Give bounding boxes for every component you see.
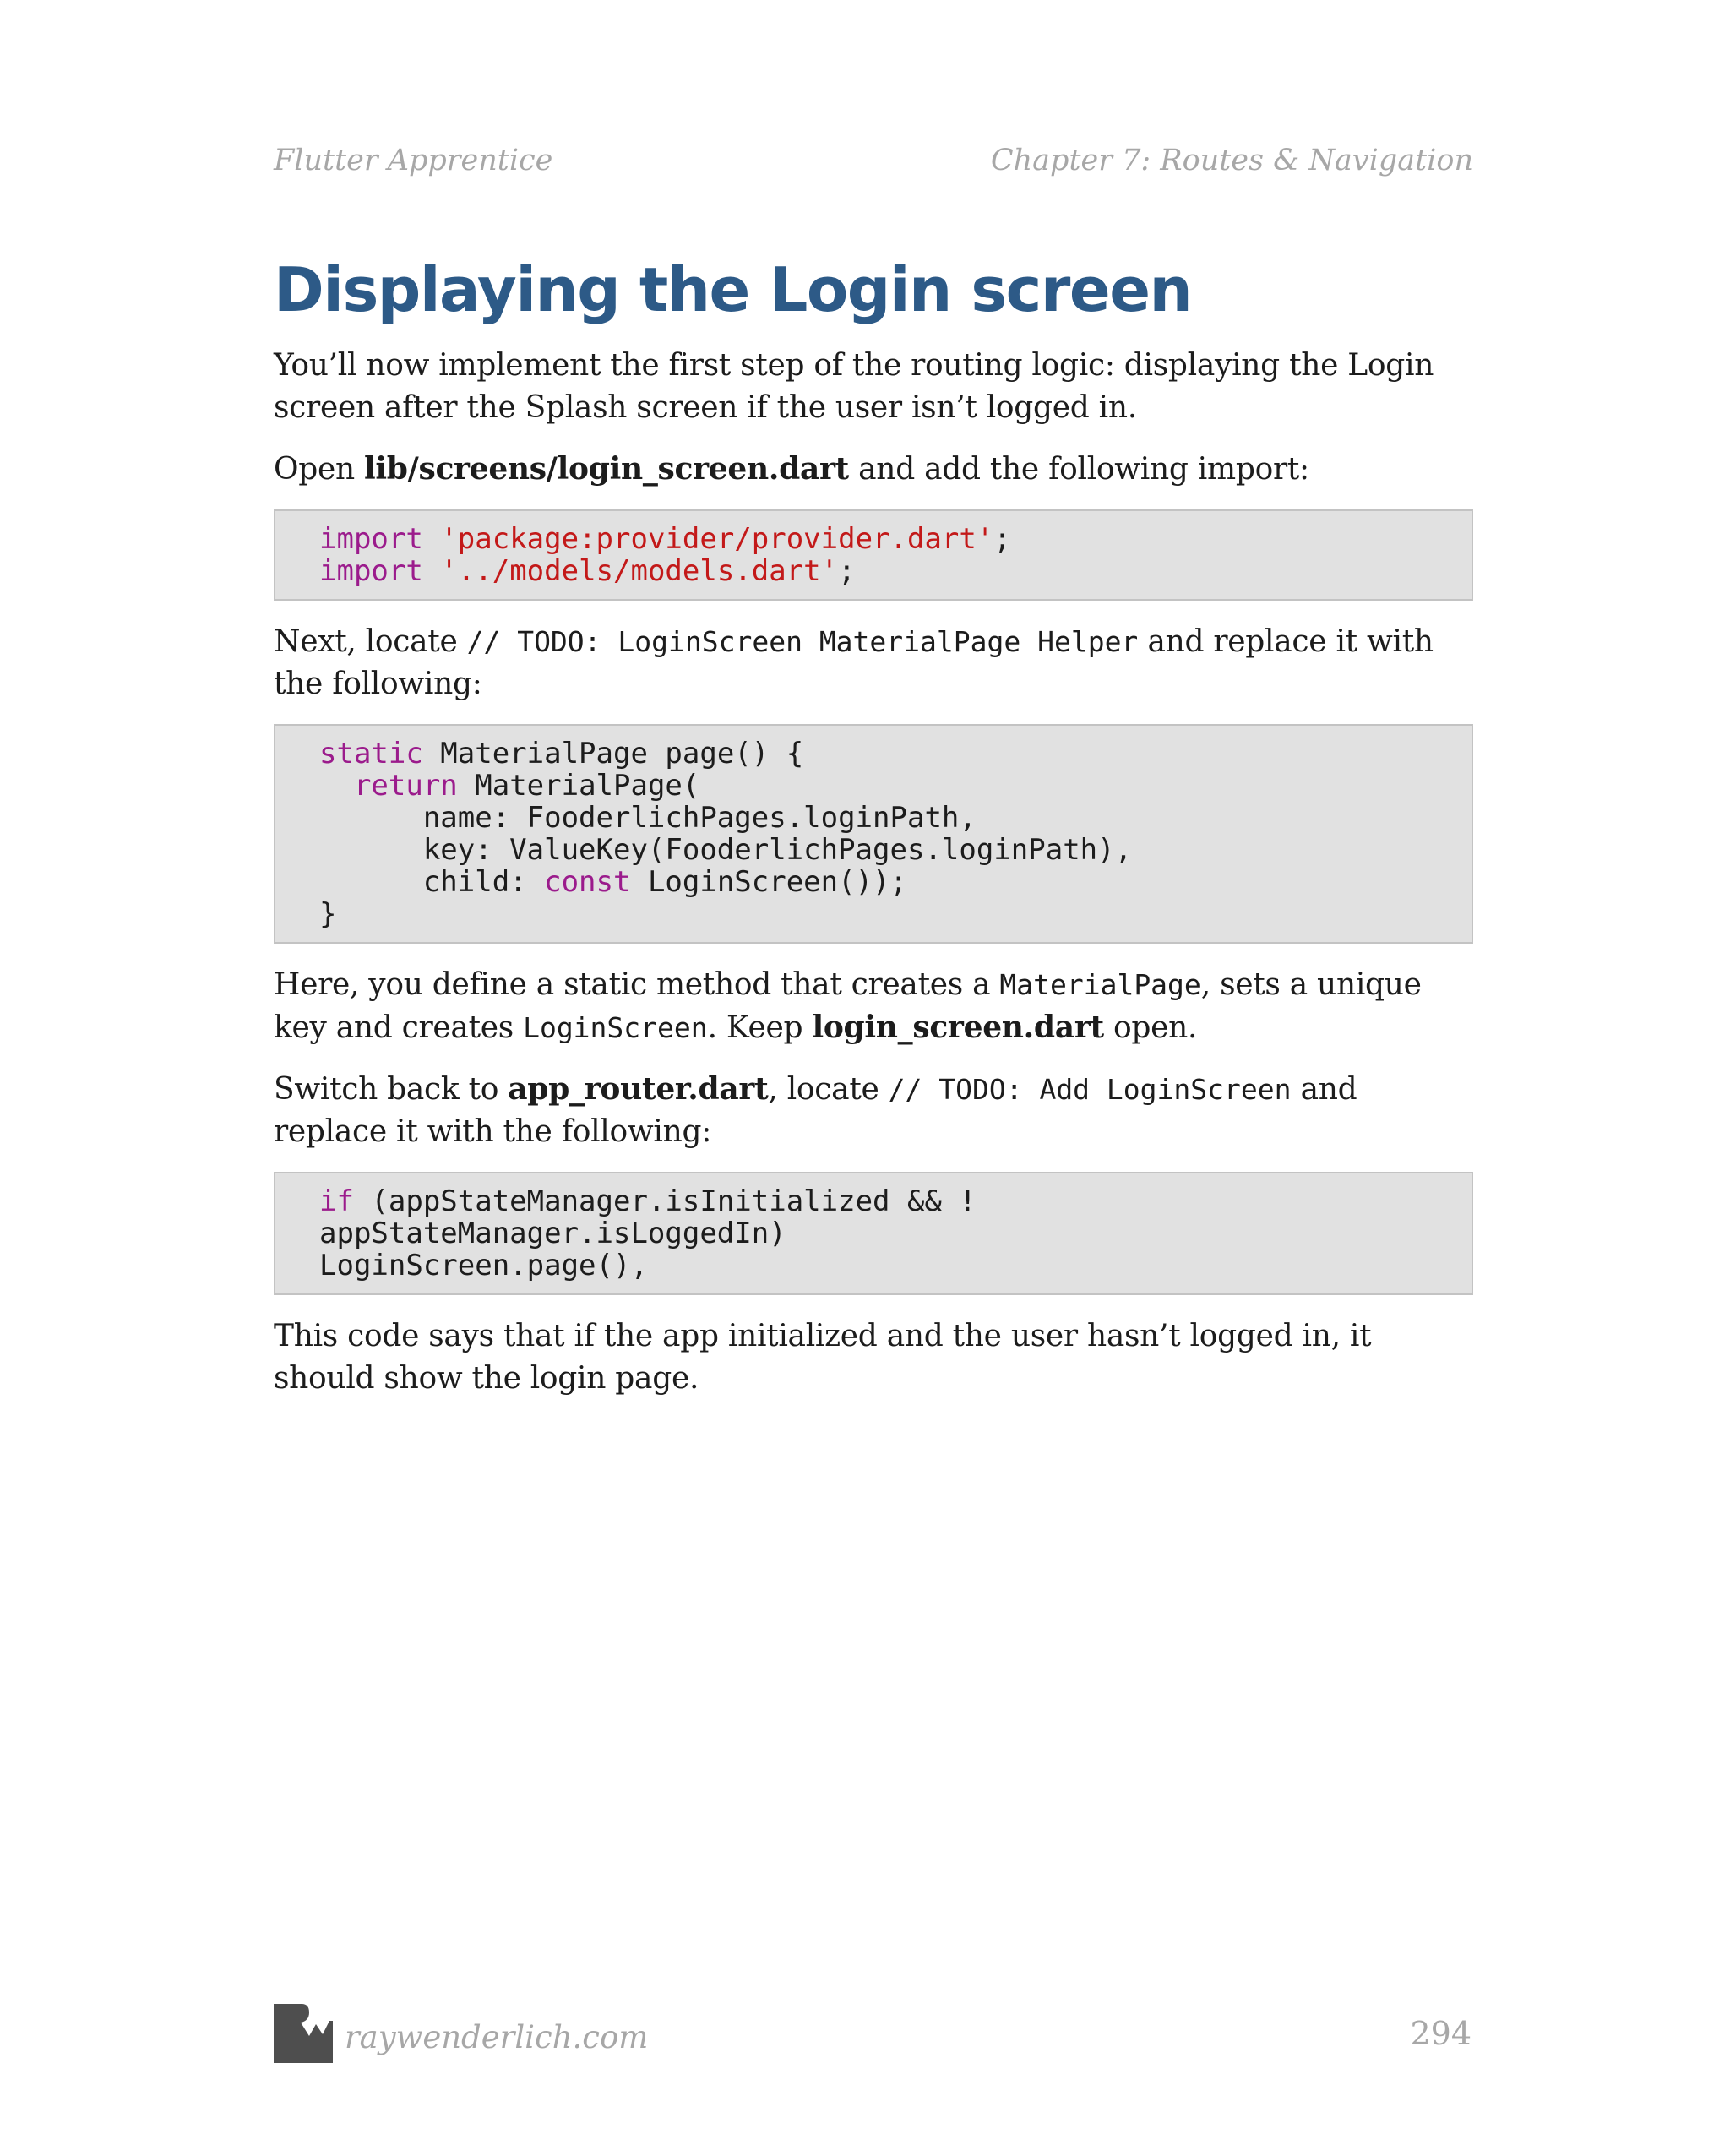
footer-site: raywenderlich.com bbox=[345, 2019, 649, 2055]
code-line: return MaterialPage( bbox=[353, 769, 700, 803]
locate-todo-paragraph: Next, locate // TODO: LoginScreen MaterialPage Helper and replace it with the following: bbox=[274, 624, 1434, 702]
code-line: import 'package:provider/provider.dart'; bbox=[319, 522, 1011, 557]
code-line: key: ValueKey(FooderlichPages.loginPath), bbox=[319, 833, 1133, 868]
closing-paragraph: This code says that if the app initialized and the user hasn’t logged in, it should show the login page. bbox=[274, 1319, 1372, 1396]
inline-code: // TODO: Add LoginScreen bbox=[888, 1073, 1292, 1107]
code-line: child: const LoginScreen()); bbox=[319, 865, 907, 900]
code-line: name: FooderlichPages.loginPath, bbox=[319, 801, 977, 836]
page-number: 294 bbox=[1410, 2015, 1472, 2052]
intro-paragraph: You’ll now implement the first step of the routing logic: displaying the Login screen after the Splash screen if the user isn’t logged in. bbox=[274, 348, 1434, 426]
code-line: static MaterialPage page() { bbox=[319, 737, 804, 771]
file-name: login_screen.dart bbox=[812, 1010, 1104, 1046]
code-block-router bbox=[274, 1172, 1473, 1295]
inline-code: LoginScreen bbox=[523, 1011, 708, 1045]
code-line: appStateManager.isLoggedIn) bbox=[319, 1217, 786, 1251]
code-block-imports bbox=[274, 509, 1473, 601]
chapter-title: Chapter 7: Routes & Navigation bbox=[990, 144, 1473, 177]
open-file-paragraph: Open lib/screens/login_screen.dart and add the following import: bbox=[274, 451, 1309, 487]
raywenderlich-logo-icon bbox=[274, 2004, 333, 2066]
file-name: app_router.dart bbox=[508, 1071, 769, 1108]
code-line: LoginScreen.page(), bbox=[319, 1249, 648, 1283]
code-line: if (appStateManager.isInitialized && ! bbox=[319, 1184, 977, 1219]
code-block-page-method bbox=[274, 724, 1473, 944]
inline-code: // TODO: LoginScreen MaterialPage Helper bbox=[466, 625, 1139, 659]
file-name: lib/screens/login_screen.dart bbox=[364, 451, 849, 487]
inline-code: MaterialPage bbox=[999, 968, 1201, 1002]
running-header bbox=[274, 144, 1473, 177]
book-title: Flutter Apprentice bbox=[274, 144, 553, 177]
code-line: import '../models/models.dart'; bbox=[319, 554, 856, 589]
explanation-paragraph: Here, you define a static method that creates a MaterialPage, sets a unique key and creates LoginScreen. Keep login_screen.dart open. bbox=[274, 967, 1422, 1046]
switch-file-paragraph: Switch back to app_router.dart, locate // TODO: Add LoginScreen and replace it with the following: bbox=[274, 1071, 1357, 1150]
section-heading: Displaying the Login screen bbox=[274, 254, 1192, 325]
page-content bbox=[274, 253, 1473, 1418]
code-line: } bbox=[319, 897, 337, 932]
